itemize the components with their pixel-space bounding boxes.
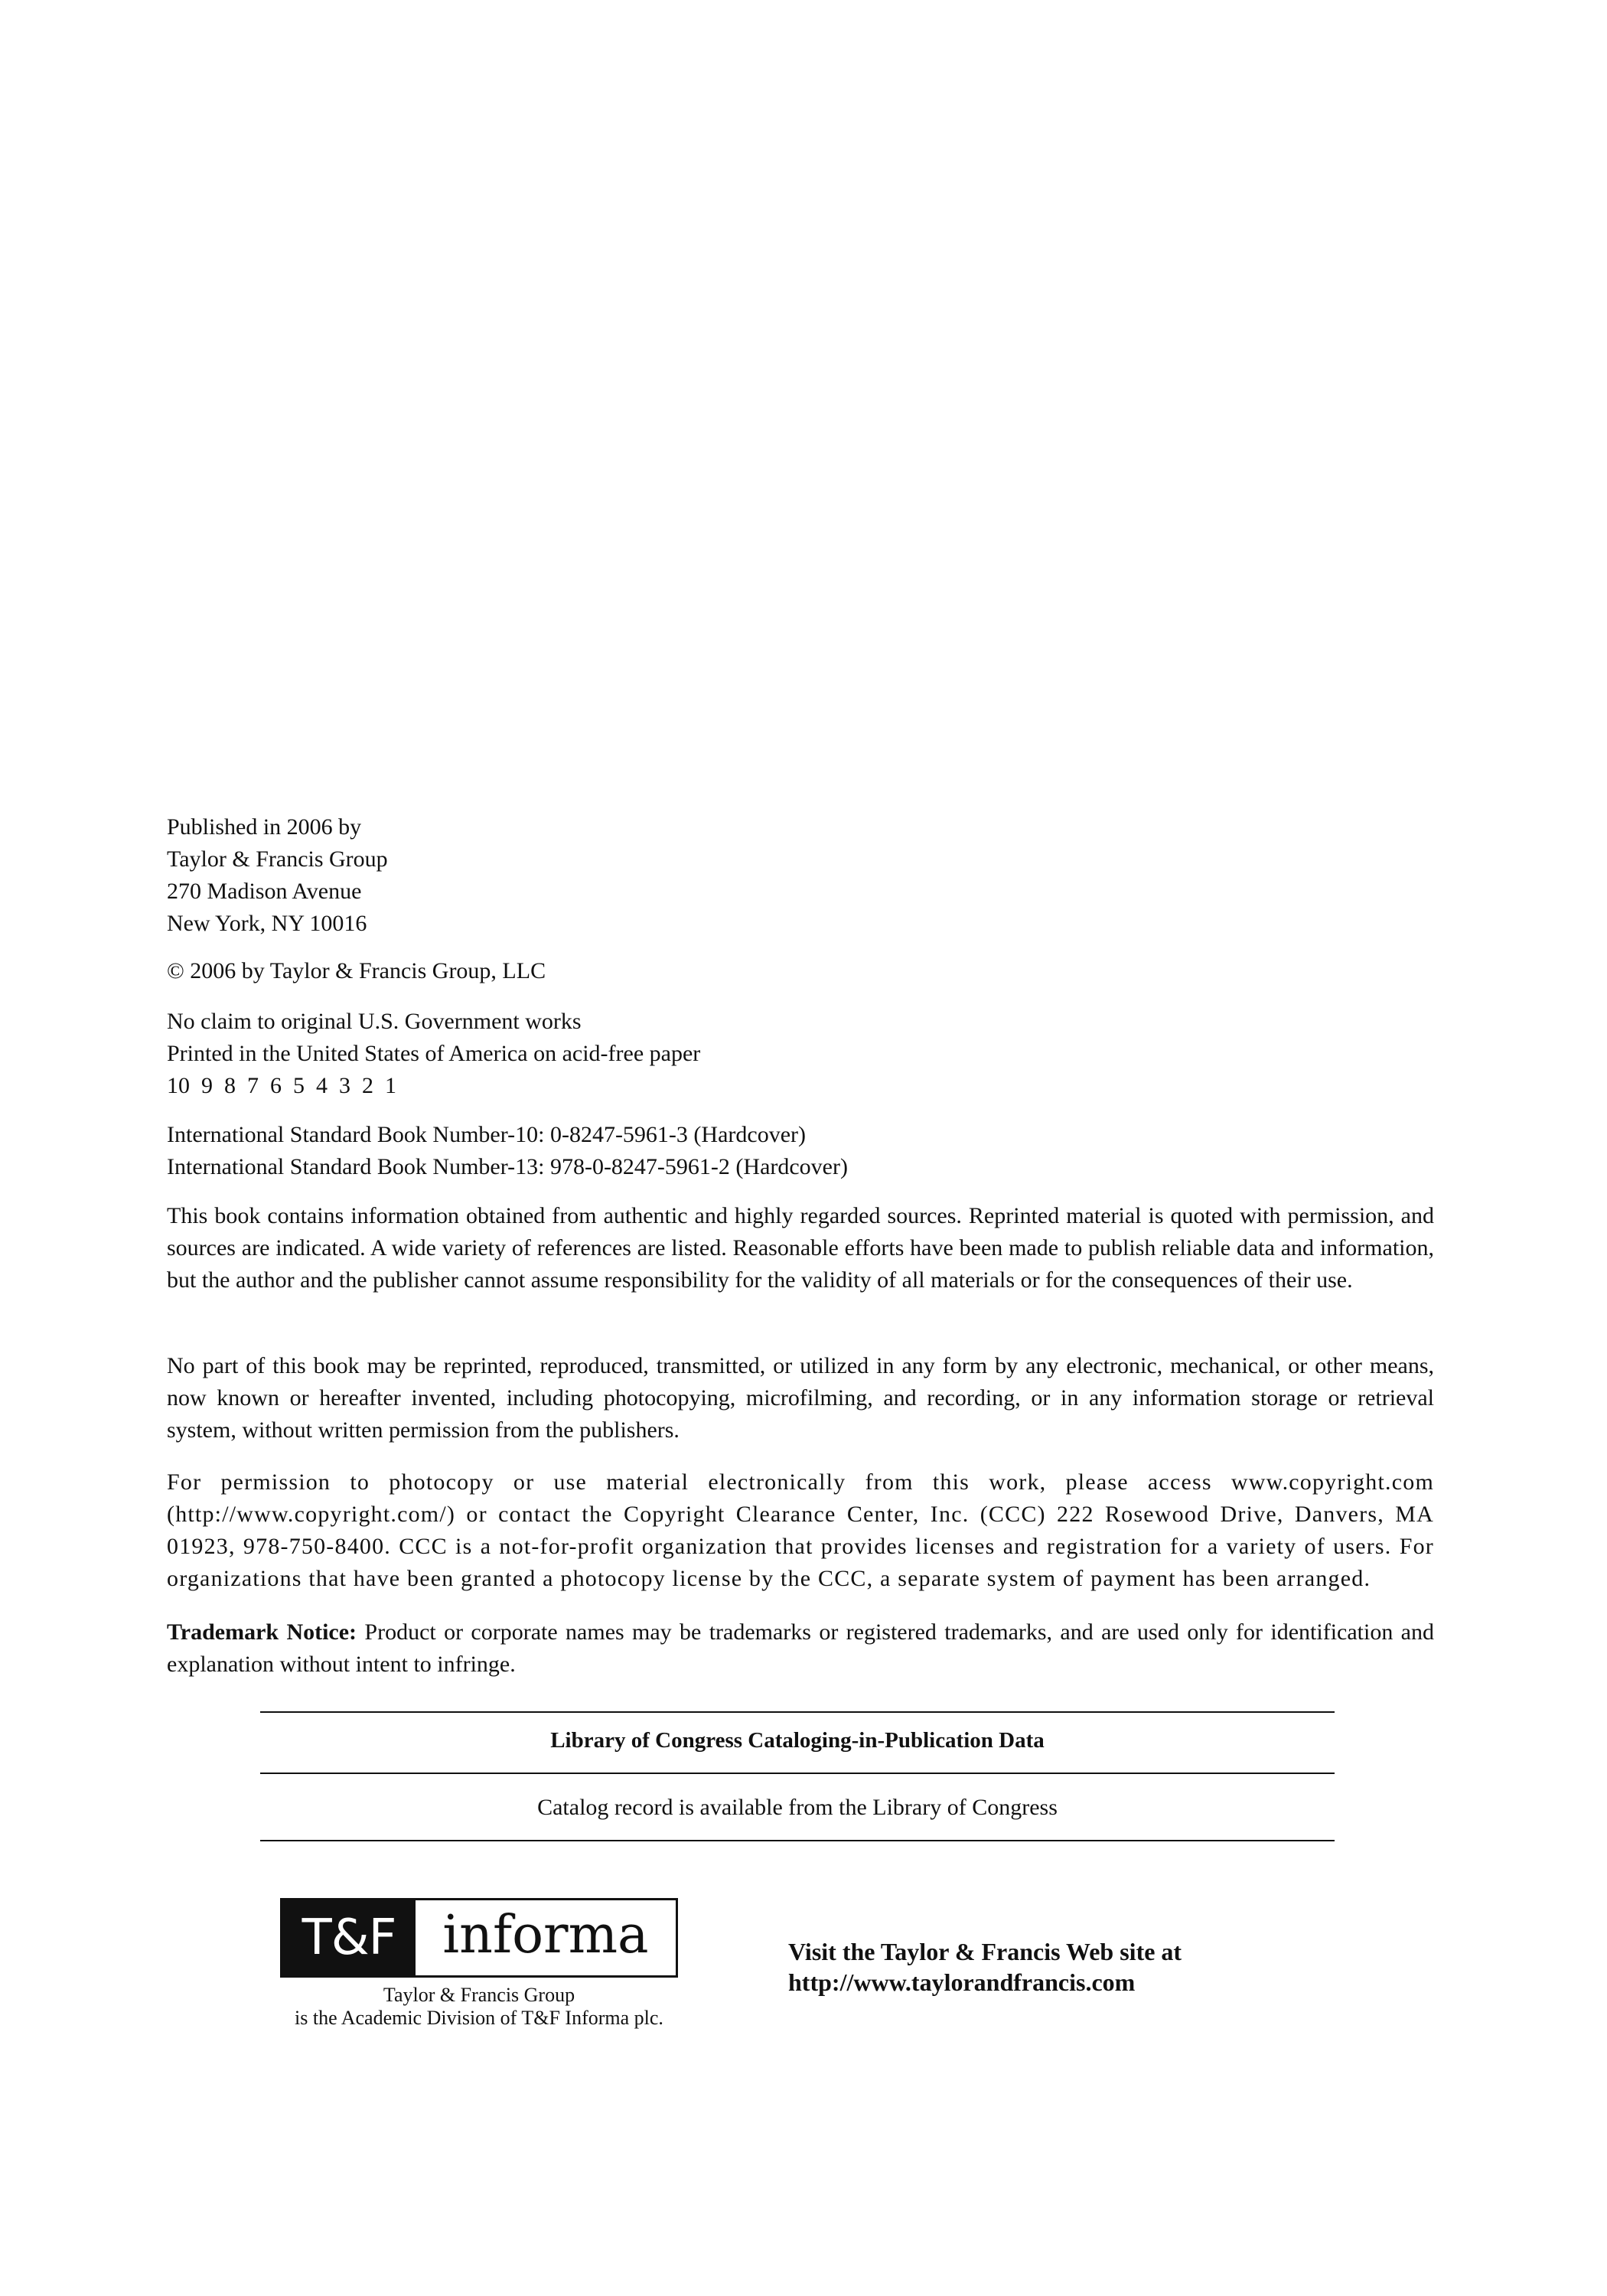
printing-line: 10 9 8 7 6 5 4 3 2 1 xyxy=(167,1073,396,1098)
publisher-name: Taylor & Francis Group xyxy=(167,846,388,872)
reproduction-paragraph: No part of this book may be reprinted, reproduced, transmitted, or utilized in any form by any electronic, mechanical, or other means, now known or hereafter invented, including photocopying, microfilming, and recording, or in any information storage or retrieval system, without written permission from the publishers. xyxy=(167,1353,1434,1443)
publisher-street: 270 Madison Avenue xyxy=(167,879,362,904)
claims-block xyxy=(167,1006,1434,1102)
logo-caption xyxy=(230,1984,729,2030)
website-url[interactable]: http://www.taylorandfrancis.com xyxy=(788,1968,1136,1996)
trademark-paragraph xyxy=(167,1616,1434,1681)
logo-caption-division: is the Academic Division of T&F Informa plc. xyxy=(295,2007,663,2029)
sources-paragraph: This book contains information obtained from authentic and highly regarded sources. Reprinted material is quoted with permission, and sources are indicated. A wide variety of references are listed. Reasonable efforts have been made to publish reliable data and information, but the author and the publisher cannot assume responsibility for the validity of all materials or for the consequences of their use. xyxy=(167,1203,1434,1293)
published-line: Published in 2006 by xyxy=(167,814,362,840)
website-notice xyxy=(788,1936,1182,1998)
website-visit-line: Visit the Taylor & Francis Web site at xyxy=(788,1938,1182,1965)
trademark-label: Trademark Notice: xyxy=(167,1619,357,1645)
copyright-line: © 2006 by Taylor & Francis Group, LLC xyxy=(167,958,546,983)
logo-informa-wordmark: informa xyxy=(442,1905,649,1965)
cip-heading: Library of Congress Cataloging-in-Publication Data xyxy=(550,1728,1045,1753)
logo-caption-group: Taylor & Francis Group xyxy=(383,1984,575,2006)
logo-tf-mark: T&F xyxy=(282,1900,416,1975)
cip-middle-rule xyxy=(260,1773,1335,1774)
isbn-block xyxy=(167,1119,1434,1183)
tf-informa-logo xyxy=(280,1898,678,1978)
printed-in: Printed in the United States of America on acid-free paper xyxy=(167,1041,701,1066)
isbn-13: International Standard Book Number-13: 978-0-8247-5961-2 (Hardcover) xyxy=(167,1154,848,1179)
publisher-address xyxy=(167,811,1434,940)
publisher-city: New York, NY 10016 xyxy=(167,911,367,936)
isbn-10: International Standard Book Number-10: 0-8247-5961-3 (Hardcover) xyxy=(167,1122,806,1147)
government-claim: No claim to original U.S. Government works xyxy=(167,1009,582,1034)
permission-paragraph: For permission to photocopy or use material electronically from this work, please access www.copyright.com (http://www.copyright.com/) or contact the Copyright Clearance Center, Inc. (CCC) 222 Rosewood Drive, Danvers, MA 01923, 978-750-8400. CCC is a not-for-profit organization that provides licenses and registration for a variety of users. For organizations that have been granted a photocopy license by the CCC, a separate system of payment has been arranged. xyxy=(167,1469,1434,1591)
cip-bottom-rule xyxy=(260,1840,1335,1841)
trademark-text: Product or corporate names may be trademarks or registered trademarks, and are used only for identification and explanation without intent to infringe. xyxy=(167,1619,1435,1677)
cip-top-rule xyxy=(260,1711,1335,1713)
cip-record: Catalog record is available from the Library of Congress xyxy=(537,1795,1058,1820)
copyright-notice xyxy=(167,955,1434,987)
